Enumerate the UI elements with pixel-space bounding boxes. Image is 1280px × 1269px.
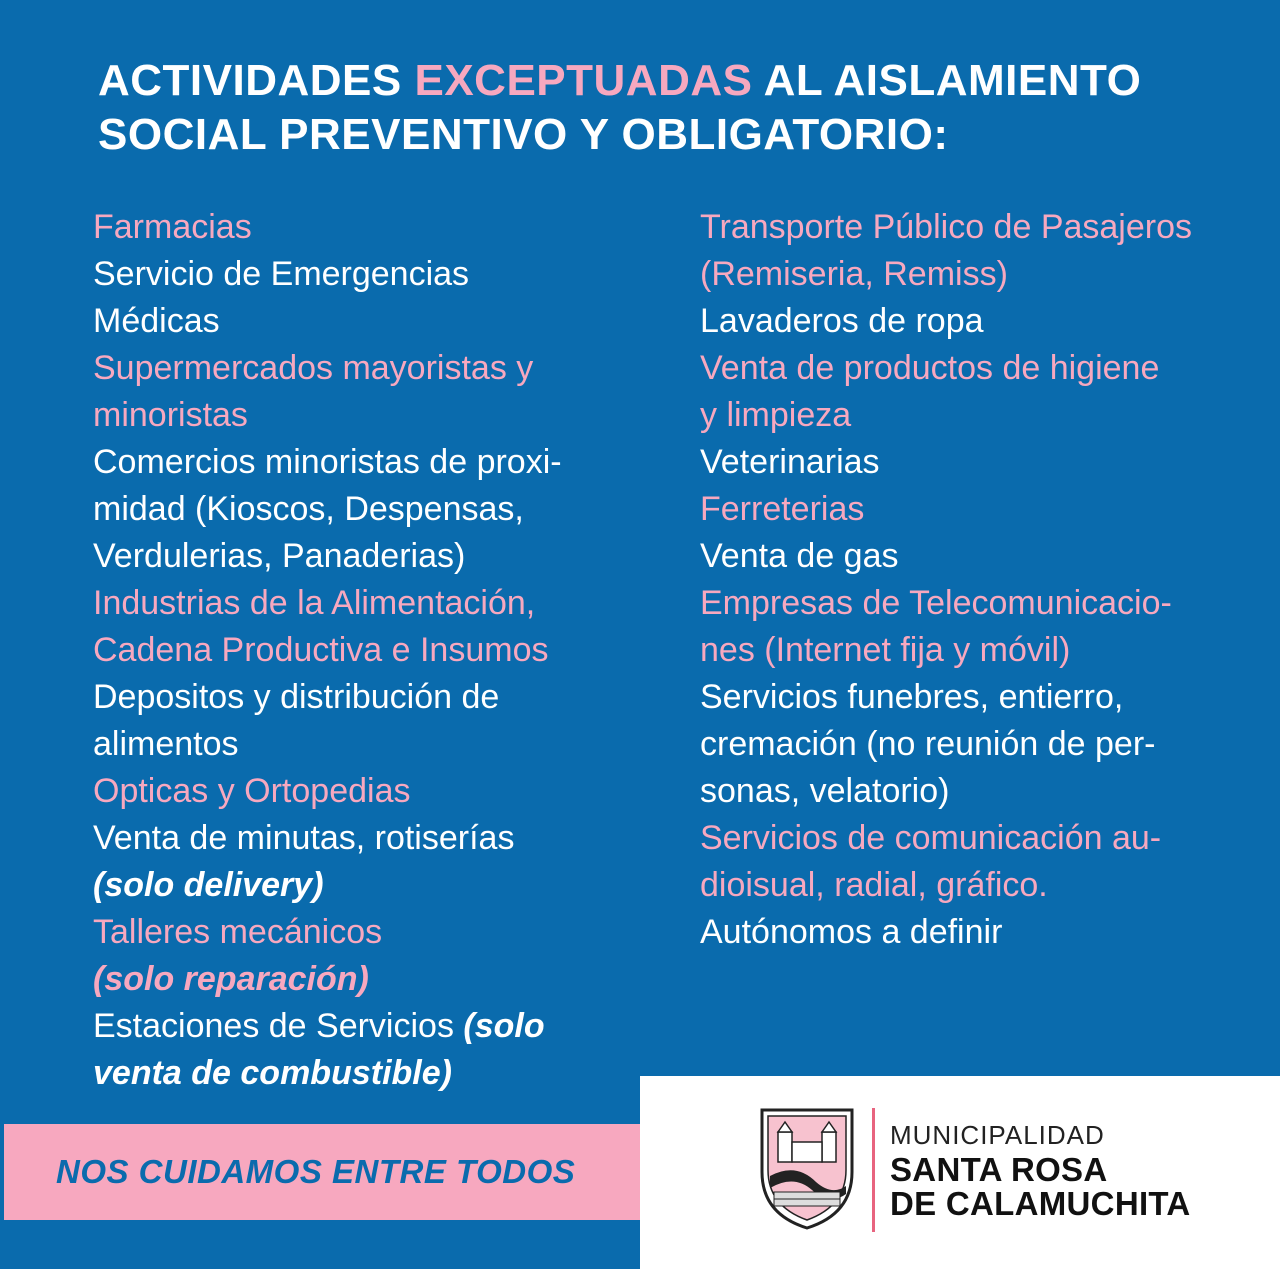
title-line-2: SOCIAL PREVENTIVO Y OBLIGATORIO:: [98, 110, 949, 159]
logo-municipalidad: MUNICIPALIDAD: [890, 1120, 1105, 1150]
item-talleres-note: (solo reparación): [93, 960, 369, 998]
logo-de-calamuchita: DE CALAMUCHITA: [890, 1185, 1191, 1222]
left-activities-list: [93, 204, 653, 1097]
item-opticas: Opticas y Ortopedias: [93, 772, 411, 810]
right-activities-list: [700, 204, 1260, 956]
item-minutas: Venta de minutas, rotiserías: [93, 819, 515, 857]
item-lavaderos: Lavaderos de ropa: [700, 302, 984, 340]
item-estaciones-line-1: [93, 1003, 653, 1050]
title-line-1: [98, 54, 1248, 108]
item-depositos-line-1: Depositos y distribución de: [93, 678, 500, 716]
item-industrias-line-2: Cadena Productiva e Insumos: [93, 631, 549, 669]
title-part-2: AL AISLAMIENTO: [752, 56, 1142, 105]
item-higiene-line-1: Venta de productos de higiene: [700, 349, 1160, 387]
item-emergencias-line-1: Servicio de Emergencias: [93, 255, 470, 293]
item-higiene-line-2: y limpieza: [700, 396, 852, 434]
item-funebres-line-3: sonas, velatorio): [700, 772, 950, 810]
item-comunicacion-line-1: Servicios de comunicación au-: [700, 819, 1162, 857]
item-supermercados-line-1: Supermercados mayoristas y: [93, 349, 534, 387]
item-telecom-line-2: nes (Internet fija y móvil): [700, 631, 1071, 669]
municipal-crest-icon: [756, 1102, 858, 1232]
item-telecom-line-1: Empresas de Telecomunicacio-: [700, 584, 1172, 622]
item-transporte-line-1: Transporte Público de Pasajeros: [700, 208, 1193, 246]
page-title: [98, 54, 1248, 162]
logo-divider: [872, 1108, 875, 1232]
logo-santa-rosa: SANTA ROSA: [890, 1151, 1108, 1188]
item-comunicacion-line-2: dioisual, radial, gráfico.: [700, 866, 1048, 904]
item-emergencias-line-2: Médicas: [93, 302, 220, 340]
item-comercios-line-1: Comercios minoristas de proxi-: [93, 443, 562, 481]
item-funebres-line-1: Servicios funebres, entierro,: [700, 678, 1124, 716]
item-estaciones-note-1: (solo: [463, 1007, 545, 1045]
item-transporte-line-2: (Remiseria, Remiss): [700, 255, 1008, 293]
title-highlight: EXCEPTUADAS: [414, 56, 753, 105]
item-industrias-line-1: Industrias de la Alimentación,: [93, 584, 536, 622]
item-autonomos: Autónomos a definir: [700, 913, 1003, 951]
item-veterinarias: Veterinarias: [700, 443, 880, 481]
item-depositos-line-2: alimentos: [93, 725, 239, 763]
item-comercios-line-3: Verdulerias, Panaderias): [93, 537, 466, 575]
item-estaciones-text: Estaciones de Servicios: [93, 1007, 464, 1045]
banner-text: NOS CUIDAMOS ENTRE TODOS: [56, 1153, 576, 1190]
item-gas: Venta de gas: [700, 537, 899, 575]
item-estaciones-note-2: venta de combustible): [93, 1054, 452, 1092]
item-funebres-line-2: cremación (no reunión de per-: [700, 725, 1156, 763]
item-farmacias: Farmacias: [93, 208, 252, 246]
item-ferreterias: Ferreterias: [700, 490, 865, 528]
slogan-banner: [4, 1124, 704, 1220]
item-minutas-note: (solo delivery): [93, 866, 324, 904]
municipality-logo: [640, 1076, 1280, 1269]
item-comercios-line-2: midad (Kioscos, Despensas,: [93, 490, 524, 528]
item-supermercados-line-2: minoristas: [93, 396, 248, 434]
item-talleres: Talleres mecánicos: [93, 913, 383, 951]
title-part-1: ACTIVIDADES: [98, 56, 415, 105]
